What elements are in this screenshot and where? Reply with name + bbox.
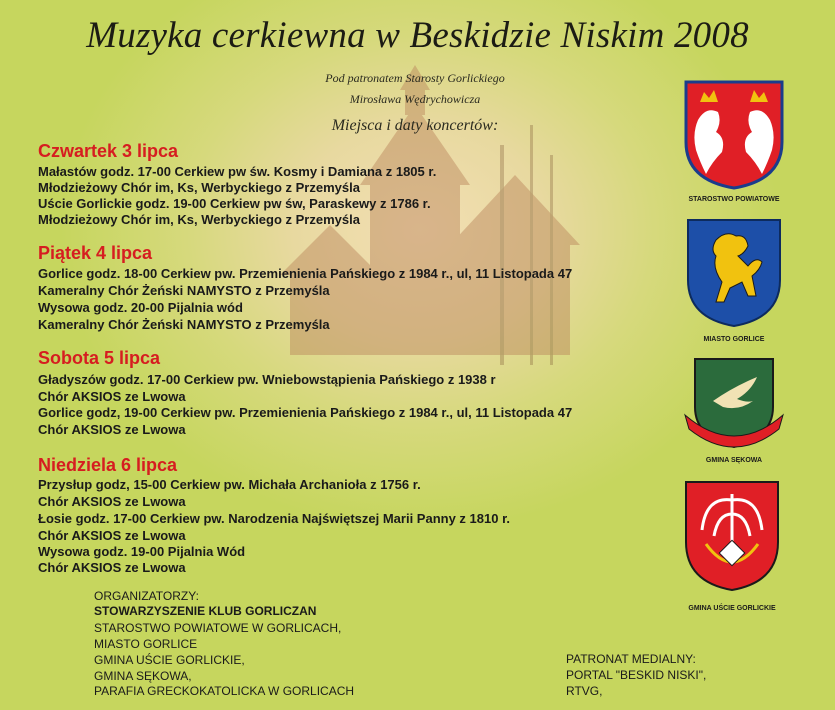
crest-label: GMINA SĘKOWA bbox=[705, 457, 763, 464]
schedule-line: Gładyszów godz. 17-00 Cerkiew pw. Wniebowstąpienia Pańskiego z 1938 r bbox=[38, 372, 496, 387]
media-item: PORTAL "BESKID NISKI", bbox=[566, 668, 707, 682]
schedule-line: Łosie godz. 17-00 Cerkiew pw. Narodzenia Najświętszej Marii Panny z 1810 r. bbox=[38, 511, 511, 526]
gorlice-crest-icon bbox=[686, 218, 782, 328]
schedule-line: Młodzieżowy Chór im, Ks, Werbyckiego z Przemyśla bbox=[38, 180, 360, 195]
page-title: Muzyka cerkiewna w Beskidzie Niskim 2008 bbox=[86, 15, 749, 56]
patronage-line-1: Pod patronatem Starosty Gorlickiego bbox=[325, 71, 505, 85]
day-heading: Sobota 5 lipca bbox=[38, 348, 161, 368]
organizer-item: GMINA UŚCIE GORLICKIE, bbox=[94, 653, 245, 667]
media-item: RTVG, bbox=[566, 684, 603, 698]
schedule-line: Gorlice godz. 18-00 Cerkiew pw. Przemienienia Pańskiego z 1984 r., ul, 11 Listopada 47 bbox=[38, 266, 573, 281]
schedule-line: Gorlice godz, 19-00 Cerkiew pw. Przemienienia Pańskiego z 1984 r., ul, 11 Listopada 47 bbox=[38, 405, 573, 420]
schedule-line: Młodzieżowy Chór im, Ks, Werbyckiego z Przemyśla bbox=[38, 212, 360, 227]
day-heading: Niedziela 6 lipca bbox=[38, 455, 178, 475]
organizer-item: MIASTO GORLICE bbox=[94, 637, 198, 651]
organizer-item: PARAFIA GRECKOKATOLICKA W GORLICACH bbox=[94, 684, 355, 698]
organizer-item: STAROSTWO POWIATOWE W GORLICACH, bbox=[94, 621, 342, 635]
schedule-line: Uście Gorlickie godz. 19-00 Cerkiew pw św, Paraskewy z 1786 r. bbox=[38, 196, 431, 211]
schedule-line: Chór AKSIOS ze Lwowa bbox=[38, 560, 186, 575]
starostwo-crest-icon bbox=[684, 80, 784, 190]
crest-label: MIASTO GORLICE bbox=[703, 336, 765, 343]
organizers-heading: ORGANIZATORZY: bbox=[94, 589, 199, 603]
schedule-line: Chór AKSIOS ze Lwowa bbox=[38, 389, 186, 404]
crest-label: STAROSTWO POWIATOWE bbox=[688, 196, 780, 203]
schedule-line: Kameralny Chór Żeński NAMYSTO z Przemyśla bbox=[38, 317, 330, 332]
schedule-line: Chór AKSIOS ze Lwowa bbox=[38, 528, 186, 543]
day-heading: Czwartek 3 lipca bbox=[38, 141, 179, 161]
organizer-main: STOWARZYSZENIE KLUB GORLICZAN bbox=[94, 604, 317, 618]
uscie-crest-icon bbox=[684, 480, 780, 592]
concerts-heading: Miejsca i daty koncertów: bbox=[331, 117, 499, 134]
patronage-line-2: Mirosława Wędrychowicza bbox=[349, 92, 481, 106]
schedule-line: Wysowa godz. 19-00 Pijalnia Wód bbox=[38, 544, 246, 559]
schedule-line: Wysowa godz. 20-00 Pijalnia wód bbox=[38, 300, 243, 315]
sekowa-crest-icon bbox=[683, 357, 785, 453]
schedule-line: Przysłup godz, 15-00 Cerkiew pw. Michała Archanioła z 1756 r. bbox=[38, 477, 421, 492]
schedule-line: Chór AKSIOS ze Lwowa bbox=[38, 494, 186, 509]
day-heading: Piątek 4 lipca bbox=[38, 243, 153, 263]
organizer-item: GMINA SĘKOWA, bbox=[94, 669, 192, 683]
schedule-line: Kameralny Chór Żeński NAMYSTO z Przemyśla bbox=[38, 283, 330, 298]
crest-label: GMINA UŚCIE GORLICKIE bbox=[688, 605, 776, 612]
schedule-line: Chór AKSIOS ze Lwowa bbox=[38, 422, 186, 437]
media-heading: PATRONAT MEDIALNY: bbox=[566, 652, 696, 666]
schedule-line: Małastów godz. 17-00 Cerkiew pw św. Kosmy i Damiana z 1805 r. bbox=[38, 164, 437, 179]
